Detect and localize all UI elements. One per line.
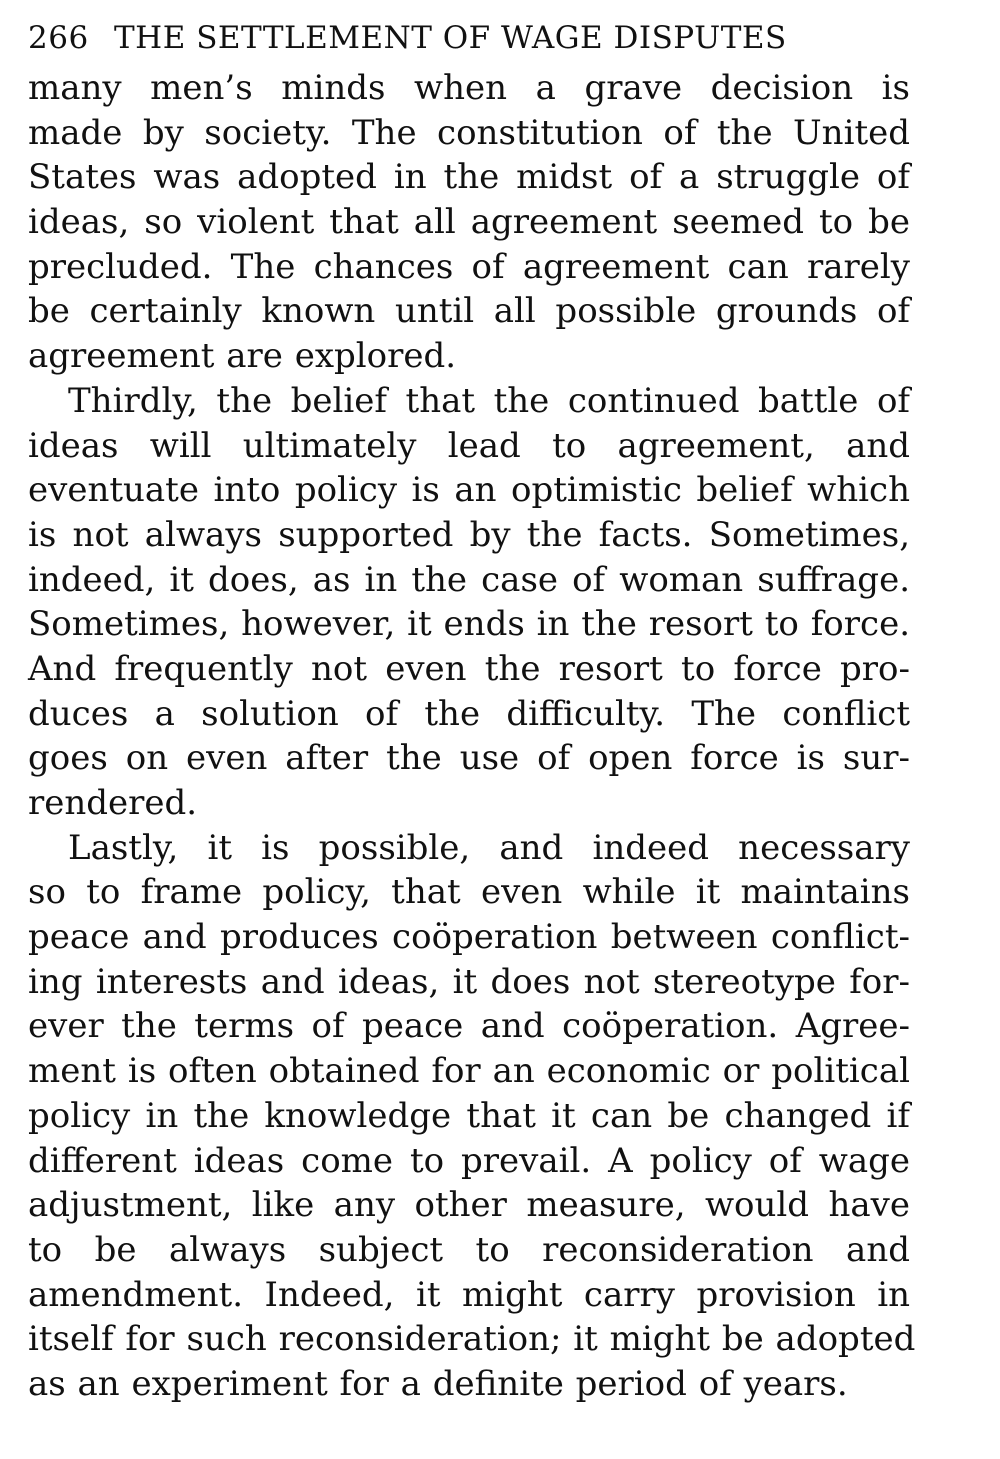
text-line: agreement are explored.	[28, 336, 457, 377]
text-line: amendment. Indeed, it might carry provision in	[28, 1274, 910, 1315]
text-line: many men’s minds when a grave decision is	[28, 68, 910, 108]
text-line: precluded. The chances of agreement can rarely	[28, 246, 910, 287]
text-line: ideas will ultimately lead to agreement, and	[28, 425, 910, 466]
text-line: duces a solution of the difficulty. The conflict	[28, 693, 910, 734]
text-line: different ideas come to prevail. A policy of wage	[28, 1140, 910, 1181]
text-line: to be always subject to reconsideration and	[28, 1229, 910, 1270]
text-line: rendered.	[28, 783, 198, 823]
text-line: ment is often obtained for an economic or political	[28, 1051, 910, 1092]
text-line: Sometimes, however, it ends in the resort to force.	[28, 604, 910, 645]
text-line: policy in the knowledge that it can be changed if	[28, 1095, 910, 1136]
book-page	[28, 14, 916, 1407]
text-line: Lastly, it is possible, and indeed necessary	[68, 827, 910, 868]
page-number: 266	[28, 20, 89, 56]
text-line: be certainly known until all possible grounds of	[28, 291, 910, 332]
text-line: as an experiment for a definite period of years.	[28, 1363, 848, 1404]
text-line: goes on even after the use of open force is sur-	[28, 738, 910, 779]
text-line: ever the terms of peace and coöperation. Agree-	[28, 1006, 910, 1047]
text-line: indeed, it does, as in the case of woman suffrage.	[28, 559, 910, 600]
text-line: ideas, so violent that all agreement seemed to be	[28, 202, 910, 243]
text-line: States was adopted in the midst of a struggle of	[28, 157, 910, 198]
paragraph-1	[28, 66, 910, 379]
text-line: so to frame policy, that even while it maintains	[28, 872, 910, 913]
text-line: Thirdly, the belief that the continued battle of	[68, 380, 910, 421]
text-line: itself for such reconsideration; it might be adopted	[28, 1319, 916, 1360]
running-title: THE SETTLEMENT OF WAGE DISPUTES	[114, 20, 787, 56]
running-head	[28, 14, 910, 66]
text-line: ing interests and ideas, it does not stereotype for-	[28, 961, 910, 1002]
paragraph-2	[28, 379, 910, 826]
text-line: made by society. The constitution of the United	[28, 112, 910, 153]
body-text	[28, 66, 916, 1407]
paragraph-3	[28, 826, 916, 1407]
text-line: is not always supported by the facts. Sometimes,	[28, 514, 910, 555]
text-line: And frequently not even the resort to force pro-	[28, 648, 910, 689]
text-line: eventuate into policy is an optimistic belief which	[28, 470, 910, 511]
text-line: peace and produces coöperation between conflict-	[28, 917, 910, 958]
text-line: adjustment, like any other measure, would have	[28, 1185, 910, 1226]
